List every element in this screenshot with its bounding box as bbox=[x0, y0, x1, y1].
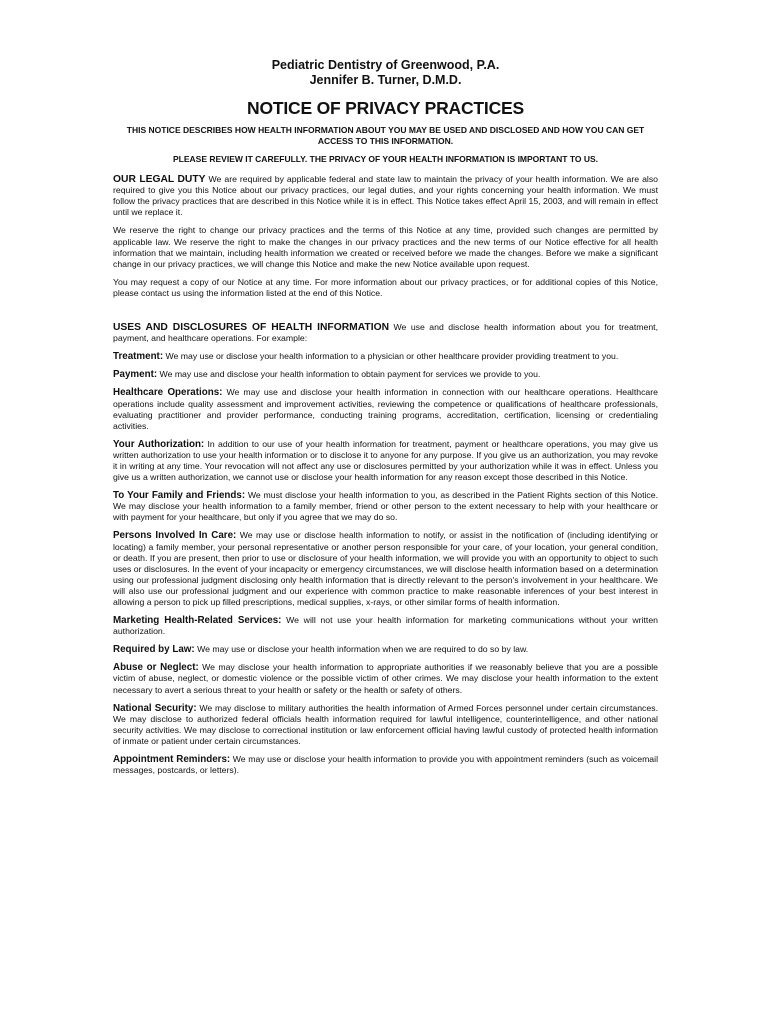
use-item-text: We may use or disclose your health information when we are required to do so by law. bbox=[197, 644, 529, 655]
document-title: NOTICE OF PRIVACY PRACTICES bbox=[247, 98, 524, 118]
use-item-text: We may use or disclose your health information to provide you with appointment reminders (such as voicemail messages, postcards, or letters). bbox=[113, 754, 658, 776]
use-item-label: Persons Involved In Care: bbox=[113, 530, 237, 542]
review-statement: PLEASE REVIEW IT CAREFULLY. THE PRIVACY OF YOUR HEALTH INFORMATION IS IMPORTANT TO US. bbox=[172, 154, 599, 164]
uses-section-heading: USES AND DISCLOSURES OF HEALTH INFORMATION bbox=[113, 322, 390, 334]
use-item-text: We must disclose your health information to you, as described in the Patient Rights section of this Notice. We may disclose your health information to a family member, friend or other person to the extent necessary to help with your healthcare or with payment for your healthcare, but only if you agree that we may do so. bbox=[113, 490, 659, 523]
uses-section-intro bbox=[113, 322, 658, 344]
use-item-marketing bbox=[113, 615, 658, 637]
practice-name: Pediatric Dentistry of Greenwood, P.A. bbox=[271, 58, 500, 72]
use-item-label: Your Authorization: bbox=[113, 438, 205, 450]
legal-duty-changes-paragraph: We reserve the right to change our privacy practices and the terms of this Notice at any time, provided such changes are permitted by applicable law. We reserve the right to make the changes in our privacy practices and the new terms of our Notice effective for all health information that we maintain, including health information we created or received before we made the changes. Before we make a significant change in our privacy practices, we will change this Notice and make the new Notice available upon request. bbox=[113, 225, 658, 269]
use-item-label: Abuse or Neglect: bbox=[113, 662, 199, 674]
document-page bbox=[113, 58, 658, 783]
use-item-healthcare-operations bbox=[113, 387, 658, 431]
use-item-label: Treatment: bbox=[113, 351, 164, 363]
use-item-family-friends bbox=[113, 490, 658, 523]
use-item-treatment bbox=[113, 351, 658, 362]
use-item-text: We will not use your health information for marketing communications without your written authorization. bbox=[113, 615, 658, 637]
use-item-text: We may disclose your health information to appropriate authorities if we reasonably believe that you are a possible victim of abuse, neglect, or domestic violence or the possible victim of other crimes. We may disclose your health information to the extent necessary to avert a serious threat to your health or safety or the health or safety of others. bbox=[113, 662, 658, 695]
use-item-label: National Security: bbox=[113, 702, 197, 714]
use-item-persons-involved bbox=[113, 530, 658, 608]
use-item-your-authorization bbox=[113, 439, 658, 483]
use-item-label: Appointment Reminders: bbox=[113, 754, 231, 766]
use-item-text: We may use and disclose your health information to obtain payment for services we provide to you. bbox=[159, 369, 541, 380]
use-item-text: We may use or disclose your health information to a physician or other healthcare provider providing treatment to you. bbox=[165, 351, 619, 362]
notice-description: THIS NOTICE DESCRIBES HOW HEALTH INFORMATION ABOUT YOU MAY BE USED AND DISCLOSED AND HOW YOU CAN GET ACCESS TO THIS INFORMATION. bbox=[126, 125, 645, 146]
use-item-payment bbox=[113, 369, 658, 380]
use-item-label: Required by Law: bbox=[113, 644, 195, 656]
legal-duty-heading: OUR LEGAL DUTY bbox=[113, 174, 206, 186]
legal-duty-text: We are required by applicable federal and state law to maintain the privacy of your health information. We are also required to give you this Notice about our privacy practices, our legal duties, and your rights concerning your health information. We must follow the privacy practices that are described in this Notice while it is in effect. This Notice takes effect April 15, 2003, and will remain in effect until we replace it. bbox=[113, 174, 659, 218]
use-item-label: Payment: bbox=[113, 369, 158, 381]
use-item-required-by-law bbox=[113, 644, 658, 655]
legal-duty-paragraph bbox=[113, 174, 658, 218]
doctor-name: Jennifer B. Turner, D.M.D. bbox=[309, 73, 462, 87]
use-item-text: In addition to our use of your health information for treatment, payment or healthcare operations, you may give us written authorization to use your health information or to disclose it to anyone for any purpose. If you give us an authorization, you may revoke it in writing at any time. Your revocation will not affect any use or disclosures permitted by your authorization while it was in effect. Unless you give us a written authorization, we cannot use or disclose your health information for any reason except those described in this Notice. bbox=[113, 438, 658, 483]
use-item-appointment-reminders bbox=[113, 754, 658, 776]
use-item-label: Healthcare Operations: bbox=[113, 387, 223, 399]
uses-intro-text: We use and disclose health information about you for treatment, payment, and healthcare operations. For example: bbox=[113, 322, 658, 344]
legal-duty-copy-paragraph: You may request a copy of our Notice at any time. For more information about our privacy practices, or for additional copies of this Notice, please contact us using the information listed at the end of this Notice. bbox=[113, 276, 658, 298]
use-item-label: To Your Family and Friends: bbox=[113, 490, 246, 502]
use-item-text: We may use or disclose health information to notify, or assist in the notification of (including identifying or locating) a family member, your personal representative or another person responsible for your care, of your location, your general condition, or death. If you are present, then prior to use or disclosure of your health information, we will provide you with an opportunity to object to such uses or disclosures. In the event of your incapacity or emergency circumstances, we will disclose health information based on a determination using our professional judgment disclosing only health information that is directly relevant to the person's involvement in your healthcare. We will also use our professional judgment and our experience with common practice to make reasonable inferences of your best interest in allowing a person to pick up filled prescriptions, medical supplies, x-rays, or other similar forms of health information. bbox=[113, 530, 658, 607]
use-item-text: We may disclose to military authorities the health information of Armed Forces personnel under certain circumstances. We may disclose to authorized federal officials health information required for lawful intelligence, counterintelligence, and other national security activities. We may disclose to correctional institution or law enforcement official having lawful custody of protected health information of inmate or patient under certain circumstances. bbox=[113, 702, 658, 746]
use-item-text: We may use and disclose your health information in connection with our healthcare operations. Healthcare operations include quality assessment and improvement activities, reviewing the competence or qualifications of healthcare professionals, evaluating practitioner and provider performance, conducting training programs, accreditation, certification, licensing or credentialing activities. bbox=[113, 387, 658, 431]
use-item-national-security bbox=[113, 703, 658, 747]
use-item-abuse-neglect bbox=[113, 662, 658, 695]
use-item-label: Marketing Health-Related Services: bbox=[113, 615, 282, 627]
